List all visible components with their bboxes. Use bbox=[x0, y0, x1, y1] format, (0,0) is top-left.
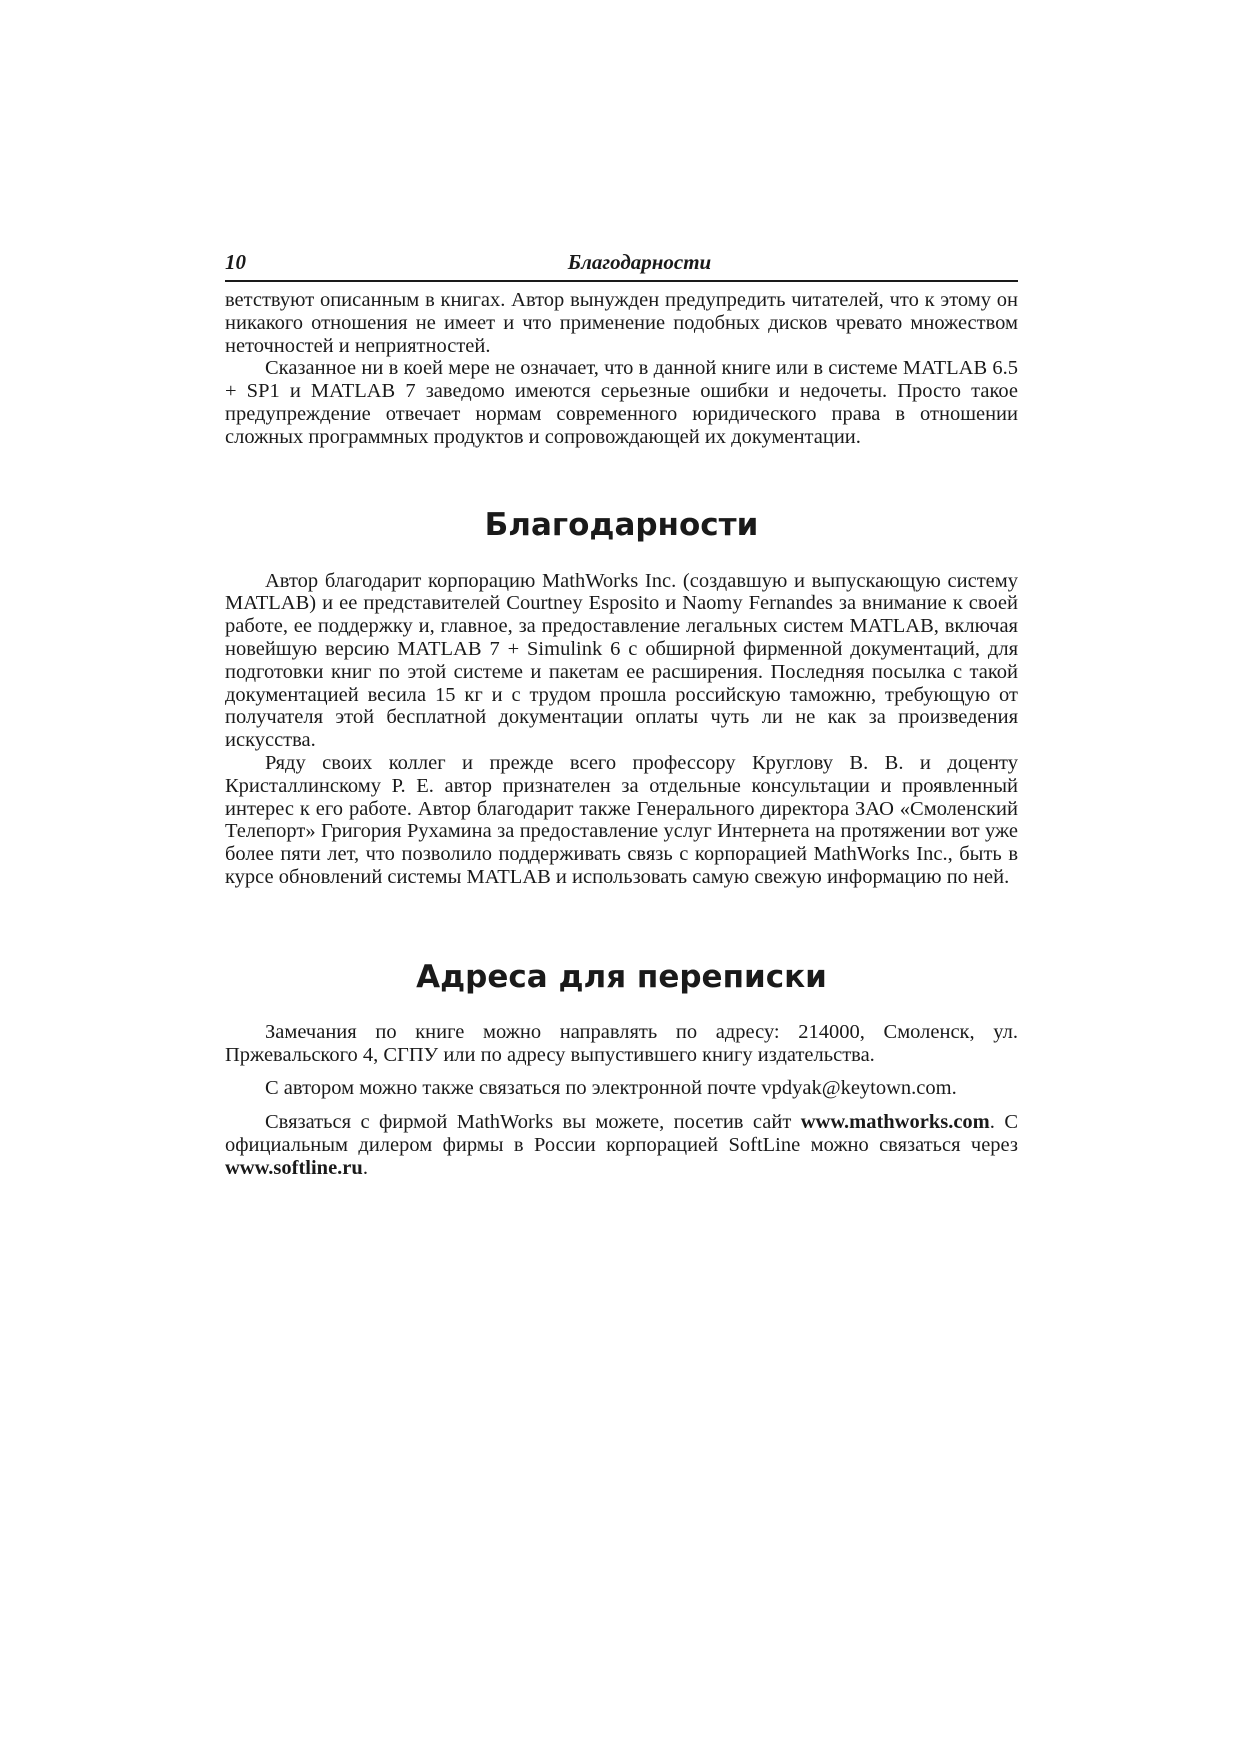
contacts-text-3: . bbox=[362, 1156, 368, 1179]
contacts-paragraph-websites bbox=[225, 1111, 1018, 1179]
section-heading-thanks: Благодарности bbox=[484, 506, 759, 543]
contacts-paragraph-address: Замечания по книге можно направлять по адресу: 214000, Смоленск, ул. Пржевальского 4, СГПУ или по адресу выпустившего книгу издательства. bbox=[225, 1020, 1018, 1066]
running-header bbox=[225, 250, 1018, 282]
thanks-paragraph-2: Ряду своих коллег и прежде всего профессору Круглову В. В. и доценту Кристаллинскому Р. Е. автор признателен за отдельные консультации и проявленный интерес к его работе. Автор благодарит также Генерального директора ЗАО «Смоленский Телепорт» Григория Рухамина за предоставление услуг Интернета на протяжении вот уже более пяти лет, что позволило поддерживать связь с корпорацией MathWorks Inc., быть в курсе обновлений системы MATLAB и использовать самую свежую информацию по ней. bbox=[225, 751, 1018, 888]
softline-link[interactable]: www.softline.ru bbox=[225, 1156, 363, 1179]
contacts-text-2: . С официальным дилером фирмы в России корпорацией SoftLine можно связаться через bbox=[225, 1111, 1018, 1156]
contacts-paragraph-email: С автором можно также связаться по электронной почте vpdyak@keytown.com. bbox=[265, 1077, 957, 1100]
intro-paragraph-1: ветствуют описанным в книгах. Автор вынужден предупредить читателей, что к этому он никакого отношения не имеет и что применение подобных дисков чревато множеством неточностей и неприятностей. bbox=[225, 289, 1018, 357]
intro-paragraph-2: Сказанное ни в коей мере не означает, что в данной книге или в системе MATLAB 6.5 + SP1 и MATLAB 7 заведомо имеются серьезные ошибки и недочеты. Просто такое предупреждение отвечает нормам современного юридического права в отношении сложных программных продуктов и сопровождающей их документации. bbox=[225, 357, 1018, 448]
thanks-paragraph-1: Автор благодарит корпорацию MathWorks Inc. (создавшую и выпускающую систему MATLAB) и ее представителей Courtney Esposito и Naomy Fernandes за внимание к своей работе, ее поддержку и, главное, за предоставление легальных систем MATLAB, включая новейшую версию MATLAB 7 + Simulink 6 с обширной фирменной документаций, для подготовки книг по этой системе и пакетам ее расширения. Последняя посылка с такой документацией весила 15 кг и с трудом прошла российскую таможню, требующую от получателя этой бесплатной документации оплаты чуть ли не как за произведения искусства. bbox=[225, 569, 1018, 752]
running-title: Благодарности bbox=[567, 250, 712, 274]
book-page bbox=[225, 250, 1018, 1180]
page-number: 10 bbox=[225, 250, 246, 274]
contacts-text-1: Связаться с фирмой MathWorks вы можете, посетив сайт bbox=[265, 1111, 801, 1134]
section-heading-contacts: Адреса для переписки bbox=[416, 958, 827, 995]
mathworks-link[interactable]: www.mathworks.com bbox=[800, 1111, 990, 1134]
